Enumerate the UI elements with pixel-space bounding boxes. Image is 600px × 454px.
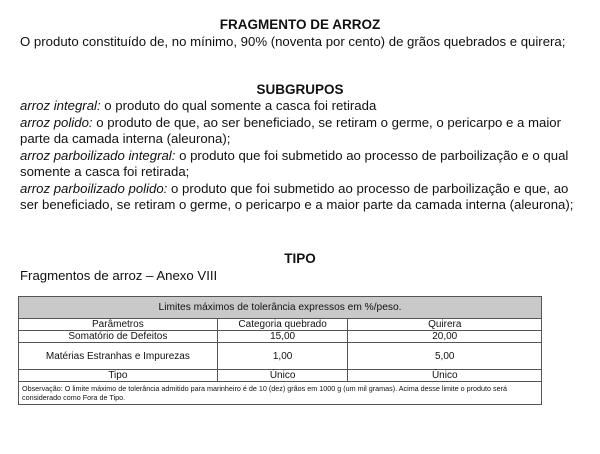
column-header: Categoria quebrado [217, 319, 348, 331]
subgrupo-term: arroz integral: [20, 98, 101, 113]
fragmento-text: O produto constituído de, no mínimo, 90% (noventa por cento) de grãos quebrados e quirera; [20, 34, 566, 49]
table-cell: 5,00 [348, 343, 542, 370]
column-header: Quirera [348, 319, 542, 331]
subgrupo-desc: o produto do qual somente a casca foi retirada [100, 98, 377, 113]
section-title-fragmento: FRAGMENTO DE ARROZ [219, 17, 381, 32]
table-caption: Limites máximos de tolerância expressos em %/peso. [19, 297, 542, 319]
table-cell: 20,00 [348, 331, 542, 343]
subgrupo-item [20, 115, 580, 148]
subgrupo-term: arroz polido: [20, 115, 93, 130]
subgrupo-item [20, 98, 580, 114]
table-row [19, 343, 542, 370]
table-row [19, 331, 542, 343]
table-cell: Somatório de Defeitos [19, 331, 218, 343]
subgrupo-term: arroz parboilizado integral: [20, 148, 176, 163]
subgrupo-desc: o produto que foi submetido ao processo de parboilização e que, ao ser beneficiado, se retiram o germe, o pericarpo e a maior parte da camada interna (aleurona); [20, 181, 574, 213]
section-title-subgrupos: SUBGRUPOS [256, 82, 344, 97]
subgrupo-term: arroz parboilizado polido: [20, 181, 168, 196]
subgrupo-item [20, 148, 580, 181]
subgrupo-desc: o produto que foi submetido ao processo de parboilização e o qual somente a casca foi retirada; [20, 148, 569, 180]
column-header: Parâmetros [19, 319, 218, 331]
table-cell: 1,00 [217, 343, 348, 370]
subgrupo-item [20, 181, 580, 214]
section-title-tipo: TIPO [284, 251, 316, 266]
subgrupo-desc: o produto de que, ao ser beneficiado, se retiram o germe, o pericarpo e a maior parte da camada interna (aleurona); [20, 115, 561, 147]
tolerance-table [18, 296, 542, 405]
table-header-row [19, 319, 542, 331]
table-cell: Único [217, 370, 348, 382]
table-row [19, 370, 542, 382]
table-cell: Matérias Estranhas e Impurezas [19, 343, 218, 370]
table-cell: Tipo [19, 370, 218, 382]
tipo-subtitle: Fragmentos de arroz – Anexo VIII [20, 268, 218, 283]
table-cell: Único [348, 370, 542, 382]
table-cell: 15,00 [217, 331, 348, 343]
table-observation: Observação: O limite máximo de tolerância admitido para marinheiro é de 10 (dez) grãos em 1000 g (um mil gramas). Acima desse limite o produto será considerado como Fora de Tipo. [19, 382, 542, 405]
